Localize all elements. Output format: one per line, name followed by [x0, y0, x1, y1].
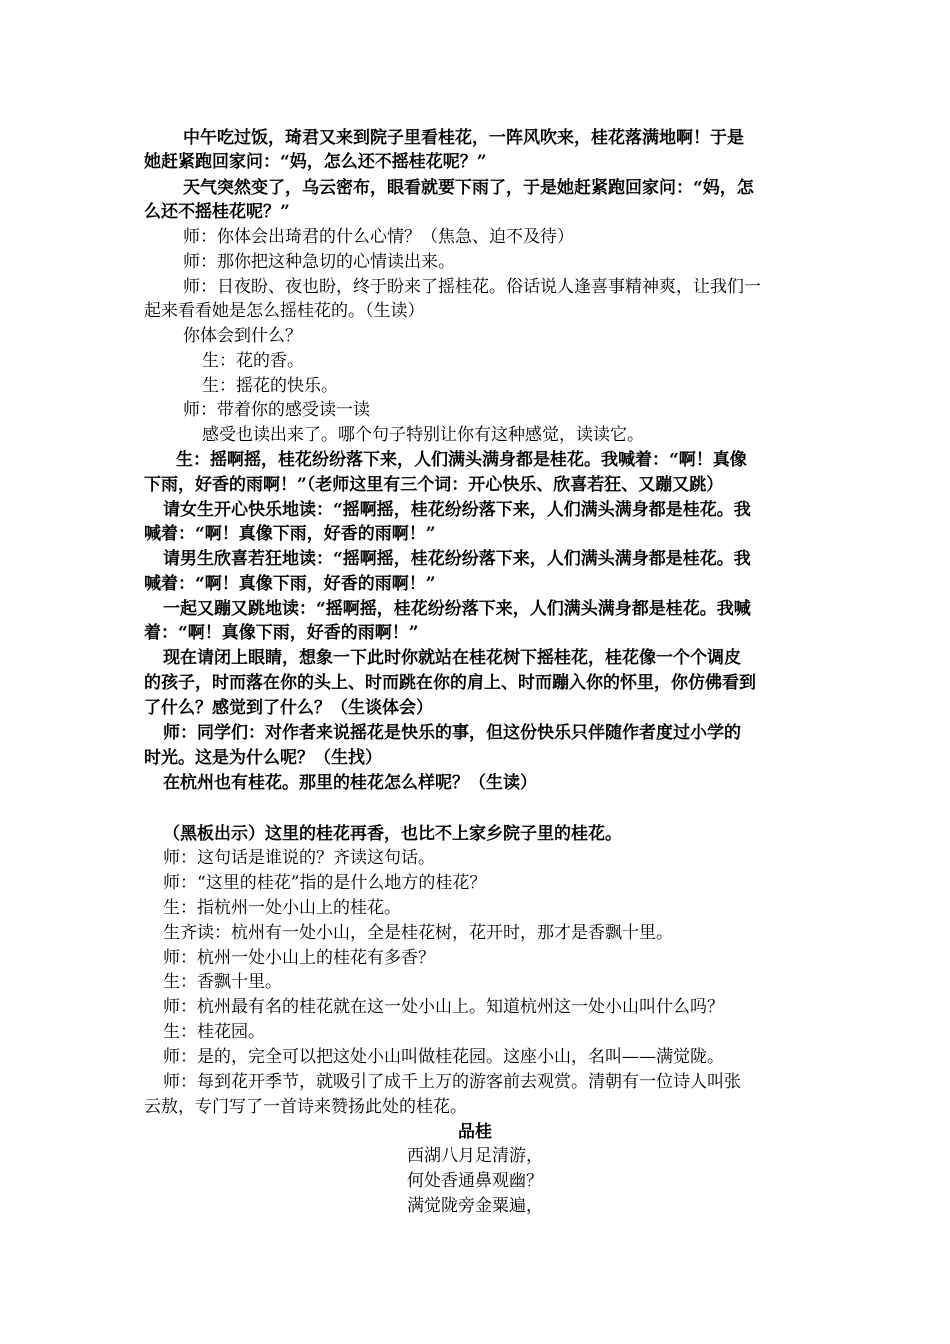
- paragraph-line: 时光。这是为什么呢？（生找）: [144, 748, 382, 768]
- paragraph-line: 师：每到花开季节，就吸引了成千上万的游客前去观赏。清朝有一位诗人叫张: [163, 1072, 741, 1092]
- paragraph-line: 天气突然变了，乌云密布，眼看就要下雨了，于是她赶紧跑回家问：“妈，怎: [183, 178, 754, 198]
- paragraph-line: 生：摇啊摇，桂花纷纷落下来，人们满头满身都是桂花。我喊着：“啊！真像: [176, 450, 747, 470]
- paragraph-line: 生：摇花的快乐。: [202, 376, 338, 396]
- paragraph-line: 生：指杭州一处小山上的桂花。: [163, 898, 401, 918]
- paragraph-line: 师：杭州一处小山上的桂花有多香？: [163, 948, 435, 968]
- paragraph-line: 喊着：“啊！真像下雨，好香的雨啊！”: [144, 574, 436, 594]
- paragraph-line: 了什么？感觉到了什么？（生谈体会）: [144, 698, 433, 718]
- poem-line: 满觉陇旁金粟遍，: [407, 1196, 543, 1216]
- paragraph-line: 在杭州也有桂花。那里的桂花怎么样呢？（生读）: [163, 773, 537, 793]
- poem-line: 何处香通鼻观幽？: [407, 1171, 543, 1191]
- paragraph-line: 她赶紧跑回家问：“妈，怎么还不摇桂花呢？”: [144, 152, 487, 172]
- paragraph-line: 师：日夜盼、夜也盼，终于盼来了摇桂花。俗话说人逢喜事精神爽，让我们一: [183, 277, 761, 297]
- paragraph-line: （黑板出示）这里的桂花再香，也比不上家乡院子里的桂花。: [163, 824, 622, 844]
- paragraph-line: 生齐读：杭州有一处小山，全是桂花树，花开时，那才是香飘十里。: [163, 923, 673, 943]
- paragraph-line: 请女生开心快乐地读：“摇啊摇，桂花纷纷落下来，人们满头满身都是桂花。我: [163, 500, 751, 520]
- paragraph-line: 一起又蹦又跳地读：“摇啊摇，桂花纷纷落下来，人们满头满身都是桂花。我喊: [163, 599, 751, 619]
- paragraph-line: 生：香飘十里。: [163, 972, 282, 992]
- paragraph-line: 师：带着你的感受读一读: [183, 400, 370, 420]
- paragraph-line: 现在请闭上眼睛，想象一下此时你就站在桂花树下摇桂花，桂花像一个个调皮: [163, 648, 741, 668]
- poem-line: 西湖八月足清游，: [407, 1146, 543, 1166]
- paragraph-line: 生：桂花园。: [163, 1022, 265, 1042]
- paragraph-line: 师：这句话是谁说的？齐读这句话。: [163, 848, 435, 868]
- paragraph-line: 师：那你把这种急切的心情读出来。: [183, 252, 455, 272]
- paragraph-line: 师：杭州最有名的桂花就在这一处小山上。知道杭州这一处小山叫什么吗？: [163, 997, 724, 1017]
- paragraph-line: 师：同学们：对作者来说摇花是快乐的事，但这份快乐只伴随作者度过小学的: [163, 723, 741, 743]
- paragraph-line: 下雨，好香的雨啊！”（老师这里有三个词：开心快乐、欣喜若狂、又蹦又跳）: [144, 475, 724, 495]
- paragraph-line: 师：是的，完全可以把这处小山叫做桂花园。这座小山，名叫——满觉陇。: [163, 1047, 724, 1067]
- paragraph-line: 起来看看她是怎么摇桂花的。（生读）: [144, 301, 425, 321]
- paragraph-line: 感受也读出来了。哪个句子特别让你有这种感觉，读读它。: [202, 425, 644, 445]
- paragraph-line: 喊着：“啊！真像下雨，好香的雨啊！”: [144, 524, 436, 544]
- paragraph-line: 云敖，专门写了一首诗来赞扬此处的桂花。: [144, 1097, 467, 1117]
- paragraph-line: 的孩子，时而落在你的头上、时而跳在你的肩上、时而蹦入你的怀里，你仿佛看到: [144, 673, 756, 693]
- paragraph-line: 你体会到什么？: [183, 326, 302, 346]
- paragraph-line: 着：“啊！真像下雨，好香的雨啊！”: [144, 623, 419, 643]
- paragraph-line: 请男生欣喜若狂地读：“摇啊摇，桂花纷纷落下来，人们满头满身都是桂花。我: [163, 549, 751, 569]
- paragraph-line: 生：花的香。: [202, 351, 304, 371]
- paragraph-line: 中午吃过饭，琦君又来到院子里看桂花，一阵风吹来，桂花落满地啊！于是: [183, 128, 744, 148]
- paragraph-line: 师：“这里的桂花”指的是什么地方的桂花？: [163, 873, 487, 893]
- poem-title: 品桂: [458, 1122, 492, 1142]
- paragraph-line: 么还不摇桂花呢？”: [144, 202, 290, 222]
- paragraph-line: 师：你体会出琦君的什么心情？（焦急、迫不及待）: [183, 227, 574, 247]
